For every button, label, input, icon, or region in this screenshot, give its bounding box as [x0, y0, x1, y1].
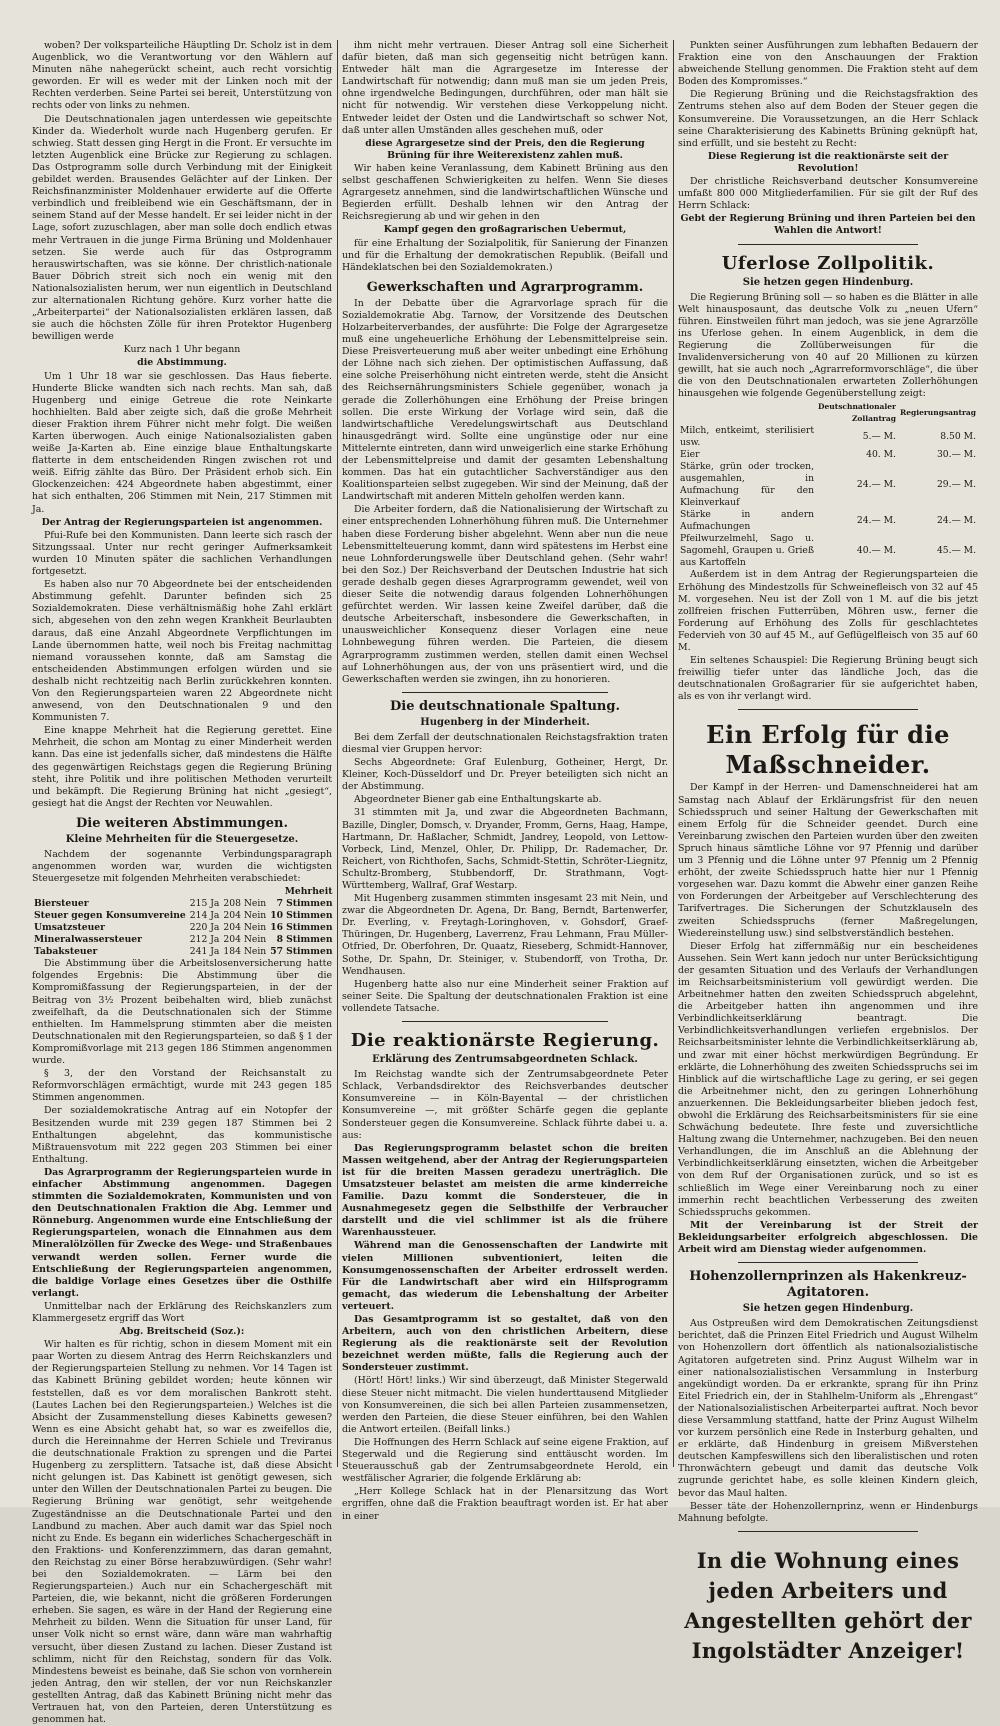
table-cell: 8.50 M. [940, 431, 976, 443]
paragraph: „Herr Kollege Schlack hat in der Plenarsitzung das Wort ergriffen, ohne daß die Fraktion beauftragt worden ist. Er hat aber in einer [342, 1486, 668, 1522]
paragraph: Der christliche Reichsverband deutscher Konsumvereine umfaßt 800 000 Mitgliederfamilien. Für sie gilt der Ruf des Herrn Schlack: [678, 176, 978, 212]
column-rule [673, 40, 674, 1467]
paragraph: Besser täte der Hohenzollernprinz, wenn er Hindenburgs Mahnung befolgte. [678, 1500, 978, 1524]
table-row [32, 898, 335, 910]
divider [738, 244, 918, 245]
table-cell: 208 Nein [223, 898, 267, 910]
paragraph: Die Regierung Brüning soll — so haben es die Blätter in alle Welt hinausposaunt, das deutsche Volk zu „neuen Ufern“ führen. Einstweilen führt man jedoch, was sie jene Agrarzölle ins Uferlose gehen. In einem Augenblick, in dem die Regierung die Zollüberweisungen für die Invalidenversicherung von 40 auf 20 Millionen zu kürzen gewillt, hat sie auch noch „Agrarreformvorschläge“, die über die von den Deutschnationalen erwarteten Zollerhöhungen hinausgehen wie folgende Gegenüberstellung zeigt: [678, 291, 978, 400]
table-header: Regierungsantrag [899, 408, 976, 418]
table-row [32, 910, 335, 922]
paragraph: Der Kampf in der Herren- und Damenschneiderei hat am Samstag nach Ablauf der Erklärungsfrist für den neuen Schiedsspruch und seiner Haltung der Gewerkschaften mit einem Erfolg für die Schneider geendet. Durch eine Vereinbarung zwischen den Parteien wurden über den zweiten Spruch hinaus sämtliche Löhne vor 97 Pfennig und darüber um 3 Pfennig und die Löhne unter 97 Pfennig um 2 Pfennig erhöht, der zweite Schiedsspruch hatte hier nur 1 Pfennig vorgesehen war. Dazu kommt die Abwehr einer ganzen Reihe von Forderungen der Arbeitgeber auf Verschlechterung des Tarifvertrages. Die Sicherungen der Schutzklauseln des zweiten Schiedsspruchs (ferner Maßregelungen, Wiedereinstellung usw.) sind selbstverständlich bestehen. [678, 782, 978, 939]
table-cell: Steuer gegen Konsumvereine [34, 910, 186, 922]
column-1 [32, 40, 333, 1726]
table-cell: 204 Nein [223, 922, 267, 934]
tariff-table [678, 401, 978, 569]
paragraph: Wir halten es für richtig, schon in diesem Moment mit ein paar Worten zu diesem Antrag des Herrn Reichskanzlers und der Regierungsparteien Stellung zu nehmen. Vor 14 Tagen ist das Kabinett Brüning gebildet worden; heute können wir feststellen, daß es vor dem moralischen Bankrott steht. (Lautes Lachen bei den Regierungsparteien.) Welches ist die Absicht der Zusammenstellung dieses Kabinetts gewesen? Wenn es eine Absicht gehabt hat, so war es zweifellos die, durch die Hereinnahme der Herren Schiele und Treviranus die deutschnationale Fraktion zu sprengen und die Partei Hugenberg zu zersplittern. Tatsache ist, daß diese Absicht nicht gelungen ist. Das Kabinett ist genötigt gewesen, sich unter den Willen der Deutschnationalen Partei zu beugen. Die Regierung Brüning war genötigt, sehr weitgehende Zugeständnisse an die Deutschnationale Partei und den Landbund zu machen. Aber auch damit war das Spiel noch nicht zu Ende. Es begann ein widerliches Schachergeschäft in den Fraktions- und Konferenzzimmern, das daran gemahnt, den Reichstag zu einer Börse herabzuwürdigen. (Sehr wahr! bei den Sozialdemokraten. — Lärm bei den Regierungsparteien.) Auch nur ein Schachergeschäft mit Parteien, die, wie bekannt, nicht die größeren Forderungen erheben. Sie sagen, es wäre in der Hand der Regierung eine Mehrheit zu bilden. Wenn die Situation für unser Land, für unser Volk nicht so ernst wäre, dann wäre man wahrhaftig versucht, über diesen Zustand zu lachen. Dieser Zustand ist schlimm, nicht für den Reichstag, sondern für das Volk. Mindestens beweist es beinahe, daß Sie schon von vornherein jeden Antrag, den wir stellen, der vor nun Reichskanzler gestellten Antrag, daß das Kabinett Brüning nicht mehr das Vertrauen hat, von den Parteien, deren Unterstützung es genommen hat. [32, 1339, 332, 1726]
headline-zollpolitik: Uferlose Zollpolitik. [721, 252, 935, 274]
headline-spaltung: Die deutschnationale Spaltung. [390, 698, 620, 714]
paragraph: Punkten seiner Ausführungen zum lebhaften Bedauern der Fraktion eine von den Anschauungen der Fraktion abweichende Stellung genommen. Die Fraktion steht auf dem Boden des Kompromisses.“ [678, 40, 978, 88]
table-row [678, 461, 978, 509]
paragraph: Mit der Vereinbarung ist der Streit der Bekleidungsarbeiter erfolgreich abgeschlossen. Die Arbeit wird am Dienstag wieder aufgenommen. [678, 1219, 978, 1256]
paragraph: Eine knappe Mehrheit hat die Regierung gerettet. Eine Mehrheit, die schon am Montag zu einer Minderheit werden kann. Das eine ist jedenfalls sicher, daß mindestens die Hälfte des gegenwärtigen Reichstags gegen die Regierung Brüning steht, ihre Politik und ihre politischen Methoden verurteilt und bekämpft. Die Regierung Brüning hat nicht „gesiegt“, gesiegt hat die Angst der Rechten vor Neuwahlen. [32, 725, 332, 809]
table-cell: Pfeilwurzelmehl, Sago u. Sagomehl, Graupen u. Grieß aus Kartoffeln [680, 533, 815, 569]
table-cell: 220 Ja [189, 922, 220, 934]
table-row [678, 425, 978, 449]
paragraph: Die Abstimmung über die Arbeitslosenversicherung hatte folgendes Ergebnis: Die Abstimmung über die Kompromißfassung der Regierungsparteien, in der der Beitrag von 3½ Prozent beibehalten wird, blieb zunächst zweifelhaft, da die Deutschnationalen sich der Stimme enthielten. Im Hammelsprung stimmten aber die meisten Deutschnationalen mit den Regierungsparteien, so daß § 1 der Kompromißvorlage mit 213 gegen 186 Stimmen angenommen wurde. [32, 958, 332, 1067]
table-row [678, 509, 978, 533]
speaker: Abg. Breitscheid (Soz.): [119, 1326, 245, 1338]
column-rule [337, 40, 338, 1467]
table-row [32, 934, 335, 946]
table-cell: 57 Stimmen [270, 946, 333, 958]
table-cell: 29.— M. [936, 479, 976, 491]
paragraph: Kurz nach 1 Uhr begann [123, 344, 241, 356]
table-row [32, 922, 335, 934]
paragraph: Wir haben keine Veranlassung, dem Kabinett Brüning aus den selbst geschaffenen Schwierigkeiten zu helfen. Wenn Sie dieses Agrargesetz annehmen, sind die landwirtschaftlichen Wünsche und Begierden erfüllt. Deshalb lehnen wir den Antrag der Reichsregierung ab und wir gehen in den [342, 162, 668, 223]
table-cell: Tabaksteuer [34, 946, 98, 958]
subheading: die Abstimmung. [137, 357, 227, 369]
divider [402, 1021, 608, 1022]
paragraph: (Hört! Hört! links.) Wir sind überzeugt, daß Minister Stegerwald diese Steuer nicht mitmacht. Die vielen hunderttausend Mitglieder von Konsumvereinen, die sich bei allen Parteien zusammensetzen, werden den Parteien, die diese Steuer einführen, bei den Wahlen die Antwort erteilen. (Beifall links.) [342, 1375, 668, 1435]
paragraph: Sechs Abgeordnete: Graf Eulenburg, Gotheiner, Hergt, Dr. Kleiner, Koch-Düsseldorf und Dr. Preyer beteiligten sich nicht an der Abstimmung. [342, 757, 668, 793]
divider [738, 1262, 918, 1263]
table-cell: 5.— M. [862, 431, 896, 443]
table-cell: Eier [680, 449, 700, 461]
paragraph: Die Regierung Brüning und die Reichstagsfraktion des Zentrums stehen also auf dem Boden der Steuer gegen die Konsumvereine. Die Voraussetzungen, an die Herr Schlack seine Charakterisierung des Kabinetts Brüning geknüpft hat, sind erfüllt, und sie besteht zu Recht: [678, 89, 978, 149]
table-cell: 16 Stimmen [270, 922, 333, 934]
table-cell: 204 Nein [223, 934, 267, 946]
subheadline: Sie hetzen gegen Hindenburg. [742, 1303, 914, 1315]
table-cell: 40. M. [866, 449, 896, 461]
paragraph: Hugenberg hatte also nur eine Minderheit seiner Fraktion auf seiner Seite. Die Spaltung der deutschnationalen Fraktion ist eine vollendete Tatsache. [342, 978, 668, 1014]
table-cell: 212 Ja [189, 934, 220, 946]
paragraph: Während man die Genossenschaften der Landwirte mit vielen Millionen subventioniert, leiten die Konsumgenossenschaften der Arbeiter erdrosselt werden. Für die Landwirtschaft aber wird ein Hilfsprogramm gemacht, das wiederum die Lebenshaltung der Arbeiter verteuert. [342, 1240, 668, 1312]
paragraph: Die Arbeiter fordern, daß die Nationalisierung der Wirtschaft zu einer entsprechenden Lohnerhöhung führen muß. Die Unternehmer haben diese Forderung bisher abgelehnt. Wenn aber nun die neue Lebensmittelteuerung kommt, dann wird spätestens im Herbst eine neue Lohnforderungswelle über Deutschland gehen. (Sehr wahr! bei den Soz.) Der Reichsverband der Deutschen Industrie hat sich gerade deshalb gegen dieses Agrarprogramm gewendet, weil von dieser Seite die notwendig daraus folgenden Lohnerhöhungen gefürchtet werden. Wir lassen keine Zweifel darüber, daß die deutsche Arbeiterschaft, insbesondere die Gewerkschaften, in unausweichlicher Konsequenz dieser Vorlagen eine neue Lohnbewegung führen werden. Die Parteien, die diesem Agrarprogramm zustimmen werden, stellen damit einen Wechsel auf Lohnerhöhungen aus, der von uns präsentiert wird, und die Gewerkschaften werden sie zwingen, ihn zu honorieren. [342, 504, 668, 685]
table-cell: 24.— M. [856, 479, 896, 491]
table-cell: 45.— M. [936, 545, 976, 557]
column-2 [342, 40, 668, 1522]
table-cell: Stärke, grün oder trocken, ausgemahlen, in Aufmachung für den Kleinverkauf [680, 461, 815, 509]
subheadline: Kleine Mehrheiten für die Steuergesetze. [65, 833, 299, 845]
divider [738, 709, 918, 710]
table-cell: 24.— M. [936, 515, 976, 527]
table-cell: 184 Nein [223, 946, 267, 958]
paragraph: Das Agrarprogramm der Regierungsparteien wurde in einfacher Abstimmung angenommen. Dagegen stimmten die Sozialdemokraten, Kommunisten und von den Deutschnationalen Fraktion die Abg. Lemmer und Rönneburg. Angenommen wurde eine Entschließung der Regierungsparteien, wonach die Einnahmen aus dem Mineralölzöllen für Zwecke des Wege- und Straßenbaues verwandt werden sollen. Ferner wurde die Entschließung der Regierungsparteien angenommen, die baldige Vorlage eines Gesetzes über die Osthilfe verlangt. [32, 1166, 332, 1299]
subheading: Gebt der Regierung Brüning und ihren Parteien bei den Wahlen die Antwort! [680, 213, 976, 237]
table-cell: Milch, entkeimt, sterilisiert usw. [680, 425, 815, 449]
column-3 [678, 40, 978, 1663]
table-cell: Stärke in andern Aufmachungen [680, 509, 815, 533]
paragraph: Der sozialdemokratische Antrag auf ein Notopfer der Besitzenden wurde mit 239 gegen 187 Stimmen bei 2 Enthaltungen abgelehnt, das kommunistische Mißtrauensvotum mit 222 gegen 203 Stimmen bei einer Enthaltung. [32, 1105, 332, 1165]
subheading: Diese Regierung ist die reaktionärste seit der Revolution! [707, 150, 949, 174]
paragraph: für eine Erhaltung der Sozialpolitik, für Sanierung der Finanzen und für die Erhaltung der demokratischen Republik. (Beifall und Händeklatschen bei den Sozialdemokraten.) [342, 237, 668, 273]
table-cell: 214 Ja [189, 910, 220, 922]
paragraph: Pfui-Rufe bei den Kommunisten. Dann leerte sich rasch der Sitzungssaal. Unter nur recht geringer Aufmerksamkeit wurden 10 Minuten später die sachlichen Verhandlungen fortgesetzt. [32, 529, 332, 578]
subheading: Kampf gegen den großagrarischen Uebermut, [383, 224, 627, 236]
paragraph: 31 stimmten mit Ja, und zwar die Abgeordneten Bachmann, Bazille, Dingler, Domsch, v. Dryander, Fromm, Gerns, Haag, Hampe, Hartmann, Dr. Haßlacher, Schmidt, Jandrey, Leopold, von Lettow-Vorbeck, Lind, Menzel, Ohler, Dr. Philipp, Dr. Rademacher, Dr. Reichert, von Richthofen, Sachs, Schmidt-Stettin, Schröter-Liegnitz, Schultz-Bromberg, Stubbendorff, Dr. Strathmann, Vogt-Württemberg, Wallraf, Graf Westarp. [342, 807, 668, 891]
paragraph: Im Reichstag wandte sich der Zentrumsabgeordnete Peter Schlack, Verbandsdirektor des Reichsverbandes deutscher Konsumvereine — in Köln-Bayental — der christlichen Konsumvereine —, mit größter Schärfe gegen die geplante Sondersteuer gegen die Konsumvereine. Schlack führte dabei u. a. aus: [342, 1069, 668, 1141]
headline-hohenzollern: Hohenzollernprinzen als Hakenkreuz-Agitatoren. [689, 1269, 967, 1301]
paragraph: Das Regierungsprogramm belastet schon die breiten Massen weitgehend, aber der Antrag der Regierungsparteien ist für die breiten Massen geradezu unerträglich. Die Umsatzsteuer belastet am meisten die arme kinderreiche Familie. Dazu kommt die Sondersteuer, die in Ausnahmegesetz gegen die Selbsthilfe der Verbraucher darstellt und die viel schlimmer ist als die frühere Warenhaussteuer. [342, 1142, 668, 1239]
vote-table [32, 886, 335, 958]
paragraph: Außerdem ist in dem Antrag der Regierungsparteien die Erhöhung des Mindestzolls für Schweinefleisch von 32 auf 45 M. vorgesehen. Neu ist der Zoll von 1 M. auf die bis jetzt zollfreien frischen Futterrüben, Möhren usw., ferner die Forderung auf Erhöhung des Zolls für geschlachtetes Federvieh von 30 auf 45 M., auf Geflügelfleisch von 35 auf 60 M. [678, 569, 978, 653]
paragraph: Das Gesamtprogramm ist so gestaltet, daß von den Arbeitern, auch von den christlichen Arbeitern, diese Regierung als die reaktionärste seit der Revolution bezeichnet werden müßte, falls die Regierung auch der Sondersteuer zustimmt. [342, 1314, 668, 1374]
paragraph: In der Debatte über die Agrarvorlage sprach für die Sozialdemokratie Abg. Tarnow, der Vorsitzende des Deutschen Holzarbeiterverbandes, der ausführte: Die Folge der Agrargesetze muß eine ungeheuerliche Erhöhung der Lebensmittelpreise sein. Diese Preisverteuerung muß aber weiter unbedingt eine Erhöhung der Löhne nach sich ziehen. Der optimistischen Auffassung, daß eine solche Preiserhöhung nicht eintreten werde, steht die Ansicht des Reichsernährungsministers Schiele gegenüber, wonach ja gerade die Zollerhöhungen eine Erhöhung der Preise bringen sollen. Die erste Wirkung der Vorlage wird sein, daß die landwirtschaftliche Veredelungswirtschaft aus Deutschland hinausgedrängt wird. Sollte eine ungünstige oder nur eine Mittelernte eintreten, dann wird unweigerlich eine starke Erhöhung der Lebensmittelpreise und damit der gesamten Lebenshaltung kommen. Das hat ein gutachtlicher Sachverständiger aus den Koalitionsparteien selbst zugegeben. Wir sind der Meinung, daß der Landwirtschaft mit anderen Mitteln geholfen werden kann. [342, 297, 668, 503]
subheadline: Erklärung des Zentrumsabgeordneten Schlack. [372, 1054, 638, 1066]
paragraph: Ein seltenes Schauspiel: Die Regierung Brüning beugt sich freiwillig tiefer unter das ländliche Joch, das die deutschnationalen Großagrarier für sie aufgerichtet haben, als es von ihr verlangt wird. [678, 655, 978, 703]
paragraph: Bei dem Zerfall der deutschnationalen Reichstagsfraktion traten diesmal vier Gruppen hervor: [342, 731, 668, 755]
table-header: Deutschnationaler Zollantrag [818, 402, 896, 424]
paragraph: § 3, der den Vorstand der Reichsanstalt zu Reformvorschlägen ermächtigt, wurde mit 243 gegen 185 Stimmen angenommen. [32, 1068, 332, 1104]
subheadline: Hugenberg in der Minderheit. [420, 716, 590, 728]
subheading: diese Agrargesetze sind der Preis, den die Regierung Brüning für ihre Weiterexistenz zahlen muß. [365, 137, 645, 161]
table-cell: Umsatzsteuer [34, 922, 105, 934]
table-cell: 24.— M. [856, 515, 896, 527]
table-cell: 40.— M. [856, 545, 896, 557]
table-cell: 30.— M. [936, 449, 976, 461]
table-cell: 204 Nein [223, 910, 267, 922]
headline-weitere-abstimmungen: Die weiteren Abstimmungen. [76, 815, 288, 831]
headline-erfolg: Ein Erfolg für die Maßschneider. [706, 720, 950, 780]
headline-reaktionaerste: Die reaktionärste Regierung. [350, 1030, 660, 1052]
advertisement: In die Wohnung eines jeden Arbeiters und Angestellten gehört der Ingolstädter Anzeiger! [684, 1547, 972, 1663]
table-cell: Biersteuer [34, 898, 89, 910]
paragraph: Es haben also nur 70 Abgeordnete bei der entscheidenden Abstimmung gefehlt. Darunter befinden sich 25 Sozialdemokraten. Diese verhältnismäßig hohe Zahl erklärt sich, abgesehen von den zehn wegen Krankheit Beurlaubten daraus, daß eine Anzahl Abgeordnete Verpflichtungen im Lande übernommen hatte, weil noch bis Freitag nachmittag niemand voraussehen konnte, daß am Samstag die entscheidenden Abstimmungen erfolgen würden und sie deshalb nicht rechtzeitig nach Berlin zurückkehren konnten. Von den Regierungsparteien waren 22 Abgeordnete nicht anwesend, von den Deutschnationalen 9 und den Kommunisten 7. [32, 579, 332, 724]
table-row [678, 533, 978, 569]
paragraph: Um 1 Uhr 18 war sie geschlossen. Das Haus fieberte. Hunderte Blicke wandten sich nach rechts. Man sah, daß Hugenberg und einige Getreue die rote Neinkarte hochhielten. Bald aber zeigte sich, daß die große Mehrheit dieser Fraktion ihrem Führer nicht mehr folgt. Die weißen Karten überwogen. Auch einige Nationalsozialisten gaben weiße Ja-Karten ab. Eine einzige blaue Enthaltungskarte flatterte in dem entscheidenden Ringen zwischen rot und weiß. Eifrig zählte das Büro. Der Präsident erhob sich. Ein Glockenzeichen: 424 Abgeordnete haben abgestimmt, einer hat sich enthalten, 206 Stimmen mit Nein, 217 Stimmen mit Ja. [32, 370, 332, 515]
table-cell: 215 Ja [189, 898, 220, 910]
paragraph: Die Deutschnationalen jagen unterdessen wie gepeitschte Kinder da. Wiederholt wurde nach Hugenberg gerufen. Er schwieg. Statt dessen ging Hergt in die Front. Er versuchte im letzten Augenblick eine Brücke zur Regierung zu schlagen. Das Ostprogramm solle durch Verbindung mit der Einigkeit gebildet werden. Brausendes Gelächter auf der Linken. Der Reichsfinanzminister Moldenhauer erwiderte auf die Offerte verbindlich und freibleibend wie ein Geschäftsmann, der in seinem Stand auf der Messe handelt. Er sei leider nicht in der Lage, sofort zuzuschlagen, aber man solle doch endlich etwas mehr Vertrauen in die junge Firma Brüning und Moldenhauer setzen. Sie werde auch für das Ostprogramm herauswirtschaften, was sie könne. Der christlich-nationale Bauer Döbrich streit sich noch ein wenig mit den Nationalsozialisten herum, wer nun eigentlich in Deutschland zur alternationalen Richtung gehöre. Kurz vorher hatte die „Arbeiterpartei“ der Nationalsozialisten erklären lassen, daß sie auch die höchsten Zölle für ihren Protektor Hugenberg bewilligen werde [32, 113, 332, 343]
table-row [678, 449, 978, 461]
paragraph: Aus Ostpreußen wird dem Demokratischen Zeitungsdienst berichtet, daß die Prinzen Eitel Friedrich und August Wilhelm von Hohenzollern dort öffentlich als nationalsozialistische Agitatoren aufgetreten sind. Prinz August Wilhelm war in einer nationalsozialistischen Versammlung in Insterburg angekündigt worden. Da er erkrankte, sprang für ihn Prinz Eitel Friedrich ein, der in Stahlhelm-Uniform als „Ehrengast“ der Nationalsozialistischen Arbeiterpartei auftrat. Noch bevor diese Versammlung stattfand, hatte der Prinz August Wilhelm vor kurzem persönlich eine Rede in Insterburg gehalten, und er erklärte, daß Hindenburg in greisem Mißverstehen deutschen Kampfeswillens sich den liberalistischen und roten Thronwächtern gebeugt und damit das deutsche Volk zugrunde gerichtet habe, es solle kleinen Kindern gleich, bevor das Maul halten. [678, 1318, 978, 1499]
paragraph: Nachdem der sogenannte Verbindungsparagraph angenommen worden war, wurden die wichtigsten Steuergesetze mit folgenden Mehrheiten verabschiedet: [32, 849, 332, 885]
paragraph: Abgeordneter Biener gab eine Enthaltungskarte ab. [354, 794, 602, 806]
headline-gewerkschaften: Gewerkschaften und Agrarprogramm. [366, 279, 644, 295]
table-cell: 7 Stimmen [276, 898, 333, 910]
paragraph: Unmittelbar nach der Erklärung des Reichskanzlers zum Klammergesetz ergriff das Wort [32, 1300, 332, 1324]
paragraph: Mit Hugenberg zusammen stimmten insgesamt 23 mit Nein, und zwar die Abgeordneten Dr. Agena, Dr. Bang, Berndt, Bartenwerfer, Dr. Everling, v. Freytagh-Loringhoven, v. Gohsdorf, Graef-Thüringen, Dr. Hugenberg, Laverrenz, Frau Lehmann, Frau Müller-Otfried, Dr. Oberfohren, Dr. Quaatz, Rieseberg, Schmidt-Hannover, Sothe, Dr. Spahn, Dr. Steiniger, v. Stubendorff, von Trotha, Dr. Wendhausen. [342, 893, 668, 977]
table-cell: 241 Ja [189, 946, 220, 958]
subheading: Der Antrag der Regierungsparteien ist angenommen. [41, 516, 323, 528]
table-cell: Mineralwassersteuer [34, 934, 142, 946]
table-row [32, 946, 335, 958]
table-cell: 10 Stimmen [270, 910, 333, 922]
paragraph: woben? Der volksparteiliche Häuptling Dr. Scholz ist in dem Augenblick, wo die Verantwortung vor den Wählern auf Minuten nähe nahegerückt scheint, auch recht vorsichtig geworden. Er will es weder mit der Linken noch mit der Rechten verderben. Seine Partei sei bereit, Unterstützung von rechts oder von links zu nehmen. [32, 40, 332, 112]
divider [402, 692, 608, 693]
table-header: Mehrheit [284, 886, 333, 898]
paragraph: Die Hoffnungen des Herrn Schlack auf seine eigene Fraktion, auf Stegerwald und die Regierung sind enttäuscht worden. Im Steuerausschuß gab der Zentrumsabgeordnete Herold, ein westfälischer Agrarier, die folgende Erklärung ab: [342, 1436, 668, 1485]
paragraph: Dieser Erfolg hat ziffernmäßig nur ein bescheidenes Aussehen. Sein Wert kann jedoch nur unter Berücksichtigung der gesamten Situation und des Verlaufs der Verhandlungen im Reichsarbeitsministerium voll gewürdigt werden. Die Arbeitnehmer hatten den zweiten Schiedsspruch abgelehnt, die Arbeitgeber hatten ihn angenommen und ihre Verbindlichkeitserklärung beantragt. Die Verbindlichkeitsverhandlungen verliefen ergebnislos. Der Reichsarbeitsminister lehnte die Verbindlichkeitserklärung ab, und zwar mit einer höchst merkwürdigen Begründung. Er erklärte, die Lohnerhöhung des zweiten Schiedsspruchs sei im Hinblick auf die wirtschaftliche Lage zu gering, er sei gegen die Arbeitnehmer nicht, den zu geringen Lohnerhöhung anzuerkennen. Die Bekleidungsarbeiter blieben jedoch fest, obwohl die Erklärung des Reichsarbeitsministers für sie eine Schwächung bedeutete. Ihre feste und zuversichtliche Haltung zwang die Unternehmer, nachzugeben. Bei den neuen Verhandlungen, die im Anschluß an die Ablehnung der Verbindlichkeitserklärung einsetzten, wichen die Arbeitgeber von dem Ruf der Organisationen zurück, und so ist es schließlich im Wege einer Vereinbarung noch zu einer immerhin recht beachtlichen Verbesserung des zweiten Schiedsspruchs gekommen. [678, 940, 978, 1218]
table-cell: 8 Stimmen [276, 934, 333, 946]
paragraph: ihm nicht mehr vertrauen. Dieser Antrag soll eine Sicherheit dafür bieten, daß man sich gegenseitig nicht betrügen kann. Entweder hält man die Agrargesetze im Interesse der Landwirtschaft für notwendig; dann muß man sie um jeden Preis, ohne irgendwelche Bedingungen, durchführen, oder man hält sie nicht für notwendig. Wir verstehen diese Verkoppelung nicht. Entweder leidet der Osten und die Landwirtschaft so schwer Not, daß unter allen Umständen alles geschehen muß, oder [342, 40, 668, 136]
subheadline: Sie hetzen gegen Hindenburg. [742, 276, 914, 288]
divider [738, 1531, 918, 1532]
